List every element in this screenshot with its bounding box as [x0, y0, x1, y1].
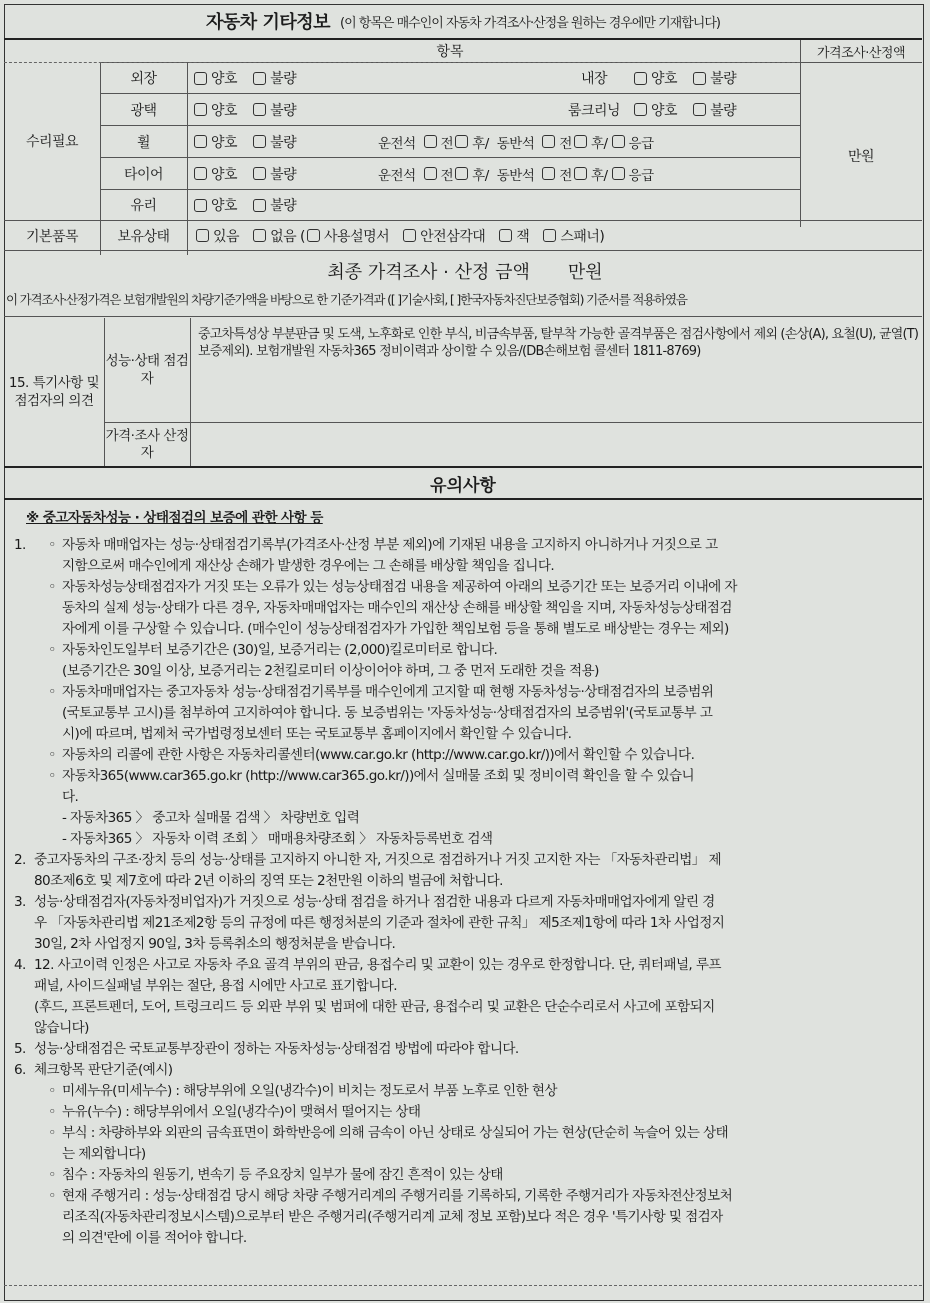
rear-label: 후/ [472, 167, 489, 184]
checkbox[interactable] [424, 167, 437, 180]
item-number: 3. [14, 894, 26, 910]
price-assessor-label: 가격·조사 산정자 [105, 427, 189, 461]
checkbox[interactable] [634, 103, 647, 116]
item-number: 1. [14, 537, 26, 553]
exterior-label: 외장 [130, 71, 157, 87]
glass-good-option[interactable] [192, 195, 237, 215]
bullet-icon: ◦ [48, 1125, 56, 1141]
front-label: 전 [559, 167, 572, 184]
option-label: 양호 [211, 134, 238, 151]
title-bar [4, 4, 922, 40]
notice-item-6 [14, 1060, 914, 1249]
item-column-header: 항목 [100, 40, 801, 63]
notice-body [14, 508, 914, 1249]
notice-line: 리조직(자동차관리정보시스템)으로부터 받은 주행거리(주행거리계 교체 정보 포함)보다 적은 경우 '특기사항 및 점검자 [62, 1209, 723, 1225]
checkbox[interactable] [612, 135, 625, 148]
section-title: 자동차 기타정보 [206, 12, 331, 33]
notice-line: 시)에 따르며, 법제처 국가법령정보센터 또는 국토교통부 홈페이지에서 확인할 수 있습니다. [62, 726, 572, 742]
option-label: 없음 ( [270, 228, 306, 245]
notice-item-1 [14, 535, 914, 850]
checkbox[interactable] [542, 135, 555, 148]
notice-line: 80조제6호 및 제7호에 따라 2년 이하의 징역 또는 2천만원 이하의 벌금에 처합니다. [34, 873, 503, 889]
checkbox[interactable] [612, 167, 625, 180]
checkbox[interactable] [574, 135, 587, 148]
exterior-good-option[interactable] [192, 68, 237, 88]
notice-line: 자동차매매업자는 중고자동차 성능·상태점검기록부를 매수인에게 고지할 때 현행 자동차성능·상태점검자의 보증범위 [62, 684, 714, 700]
rear-label: 후/ [590, 167, 608, 184]
performance-inspector-note: 중고차특성상 부분판금 및 도색, 노후화로 인한 부식, 비금속부품, 탈부착 가능한 골격부품은 점검사항에서 제외 (손상(A), 요철(U), 균열(T) 보증제외). 보험개발원 자동차365 정비이력과 상이할 수 있음/(DB손해보험 콜센터 1811-8769) [198, 327, 919, 359]
notice-item-3 [14, 892, 914, 955]
notice-line: 자동차 매매업자는 성능·상태점검기록부(가격조사·산정 부분 제외)에 기재된 내용을 고지하지 아니하거나 거짓으로 고 [62, 537, 718, 553]
bullet-icon: ◦ [48, 579, 56, 595]
driver-seat-label: 운전석 [378, 167, 416, 184]
notice-line: 우 「자동차관리법 제21조제2항 등의 규정에 따른 행정처분의 기준과 절차에 관한 규칙」 제5조제1항에 따라 1차 사업정지 [34, 915, 725, 931]
grid-line [104, 422, 922, 423]
driver-seat-label: 운전석 [378, 135, 416, 152]
bullet-icon: ◦ [48, 537, 56, 553]
bullet-icon: ◦ [48, 768, 56, 784]
notice-item-5 [14, 1039, 914, 1060]
notice-line: 중고자동차의 구조·장치 등의 성능·상태를 고지하지 아니한 자, 거짓으로 점검하거나 거짓 고지한 자는 「자동차관리법」 제 [34, 852, 722, 868]
room-cleaning-label: 룸크리닝 [567, 102, 621, 119]
price-column-header: 가격조사·산정액 [800, 40, 922, 63]
option-label: 불량 [270, 166, 297, 183]
price-unit: 만원 [847, 149, 875, 165]
final-price-unit: 만원 [567, 262, 603, 283]
notice-item-2 [14, 850, 914, 892]
bullet-icon: ◦ [48, 747, 56, 763]
checkbox[interactable] [693, 72, 706, 85]
notice-sub-line: - 자동차365 〉 자동차 이력 조회 〉 매매용차량조회 〉 자동차등록번호 검색 [62, 831, 493, 847]
option-label: 불량 [270, 198, 297, 214]
option-label: 불량 [270, 102, 297, 119]
checkbox[interactable] [634, 72, 647, 85]
wheel-bad-option[interactable] [251, 132, 296, 152]
passenger-seat-label: 동반석 [496, 135, 535, 152]
notice-line: (국토교통부 고시)를 첨부하여 고지하여야 합니다. 동 보증범위는 '자동차성능·상태점검자의 보증범위'(국토교통부 고 [62, 705, 713, 721]
option-label: 불량 [710, 102, 737, 119]
option-label: 잭 [516, 228, 530, 245]
option-label: 양호 [211, 198, 238, 214]
final-price-row [0, 257, 930, 285]
tire-position-options [378, 158, 798, 189]
checkbox[interactable] [253, 199, 266, 212]
gloss-bad-option[interactable] [251, 100, 296, 120]
price-disclaimer: 이 가격조사·산정가격은 보험개발원의 차량기준가액을 바탕으로 한 기준가격과 ([ ]기술사회, [ ]한국자동차진단보증협회) 기준서를 적용하였음 [6, 292, 687, 307]
notice-line: 않습니다) [34, 1020, 89, 1036]
option-label: 양호 [211, 102, 238, 119]
item-number: 4. [14, 957, 26, 973]
checkbox[interactable] [455, 135, 468, 148]
bullet-icon: ◦ [48, 1083, 56, 1099]
option-label: 불량 [710, 71, 737, 87]
checkbox[interactable] [194, 103, 207, 116]
notice-line: 자에게 이를 구상할 수 있습니다. (매수인이 성능상태점검자가 가입한 책임보험 등을 통해 별도로 배상받는 경우는 제외) [62, 621, 729, 637]
option-label: 양호 [651, 71, 678, 87]
bullet-icon: ◦ [48, 1104, 56, 1120]
wheel-label: 휠 [136, 134, 151, 151]
notice-line: 다. [62, 789, 79, 805]
exterior-bad-option[interactable] [251, 68, 296, 88]
checkbox[interactable] [194, 72, 207, 85]
front-label: 전 [559, 135, 572, 152]
notice-line: 지함으로써 매수인에게 재산상 손해가 발생한 경우에는 그 손해를 배상할 책임을 집니다. [62, 558, 555, 574]
tire-label: 타이어 [123, 166, 164, 183]
option-label: 사용설명서 [324, 228, 390, 245]
checkbox[interactable] [253, 229, 266, 242]
glass-bad-option[interactable] [251, 195, 296, 215]
checkbox[interactable] [542, 167, 555, 180]
repair-category-label: 수리필요 [25, 134, 79, 150]
gloss-options [192, 94, 382, 125]
bottom-dashed-border [4, 1285, 922, 1286]
option-label: 양호 [651, 102, 678, 119]
basic-items-category: 기본품목 [25, 228, 79, 245]
checkbox[interactable] [543, 229, 556, 242]
item-number: 6. [14, 1062, 26, 1078]
room-cleaning-options [632, 94, 798, 125]
checkbox[interactable] [499, 229, 512, 242]
notice-heading: ※ 중고자동차성능 · 상태점검의 보증에 관한 사항 등 [26, 510, 323, 526]
notice-sub-line: - 자동차365 〉 중고차 실매물 검색 〉 차량번호 입력 [62, 810, 360, 826]
gloss-label: 광택 [130, 102, 157, 119]
possession-label: 보유상태 [117, 228, 170, 245]
exterior-options [192, 63, 382, 93]
basic-items-options [194, 221, 794, 250]
notice-line: 미세누유(미세누수) : 해당부위에 오일(냉각수)이 비치는 정도로서 부품 노후로 인한 현상 [62, 1083, 557, 1099]
rear-label: 후/ [472, 135, 489, 152]
notice-line: (보증기간은 30일 이상, 보증거리는 2천킬로미터 이상이어야 하며, 그 중 먼저 도래한 것을 적용) [62, 663, 599, 679]
checkbox[interactable] [424, 135, 437, 148]
notice-line: (후드, 프론트펜더, 도어, 트렁크리드 등 외판 부위 및 범퍼에 대한 판금, 용접수리 및 교환은 단순수리로서 사고에 포함되지 [34, 999, 715, 1015]
wheel-good-option[interactable] [192, 132, 237, 152]
option-label: 양호 [211, 166, 238, 183]
option-label: 불량 [270, 71, 297, 87]
notice-line: 자동차인도일부터 보증기간은 (30)일, 보증거리는 (2,000)킬로미터로 합니다. [62, 642, 498, 658]
checkbox[interactable] [194, 199, 207, 212]
rear-label: 후/ [590, 135, 608, 152]
grid-line [4, 250, 922, 251]
wheel-options [192, 126, 372, 157]
notice-title: 유의사항 [4, 466, 922, 500]
item-number: 5. [14, 1041, 26, 1057]
option-label: 있음 [213, 228, 240, 245]
checkbox[interactable] [194, 135, 207, 148]
notice-line: 의 의견'란에 이를 적어야 합니다. [62, 1230, 247, 1246]
tire-bad-option[interactable] [251, 164, 296, 184]
grid-line [187, 62, 188, 255]
option-label: 안전삼각대 [420, 228, 486, 245]
checkbox[interactable] [253, 103, 266, 116]
notice-line: 동차의 실제 성능·상태가 다른 경우, 자동차매매업자는 매수인의 재산상 손해를 배상할 책임을 지며, 자동차성능상태점검 [62, 600, 732, 616]
notice-line: 는 제외합니다) [62, 1146, 146, 1162]
interior-options [632, 63, 798, 93]
notice-line: 30일, 2차 사업정지 90일, 3차 등록취소의 행정처분을 받습니다. [34, 936, 396, 952]
checkbox[interactable] [253, 167, 266, 180]
interior-good-option[interactable] [632, 68, 677, 88]
notice-line: 자동차의 리콜에 관한 사항은 자동차리콜센터(www.car.go.kr (http://www.car.go.kr/))에서 확인할 수 있습니다. [62, 747, 695, 763]
grid-line [4, 316, 922, 317]
performance-inspector-label: 성능·상태 점검자 [105, 353, 189, 387]
notice-line: 자동차성능상태점검자가 거짓 또는 오류가 있는 성능상태점검 내용을 제공하여 아래의 보증기간 또는 보증거리 이내에 자 [62, 579, 737, 595]
notice-line: 부식 : 차량하부와 외판의 금속표면이 화학반응에 의해 금속이 아닌 상태로 상실되어 가는 현상(단순히 녹슬어 있는 상태 [62, 1125, 729, 1141]
notice-line: 침수 : 자동차의 원동기, 변속기 등 주요장치 일부가 물에 잠긴 흔적이 있는 상태 [62, 1167, 503, 1183]
checkbox[interactable] [194, 167, 207, 180]
special-notes-category: 15. 특기사항 및 점검자의 의견 [8, 375, 100, 409]
interior-label: 내장 [580, 71, 608, 87]
bullet-icon: ◦ [48, 1188, 56, 1204]
grid-line [190, 318, 191, 466]
notice-line: 체크항목 판단기준(예시) [34, 1062, 173, 1078]
option-label: 불량 [270, 134, 297, 151]
passenger-seat-label: 동반석 [496, 167, 535, 184]
option-label: 양호 [211, 71, 238, 87]
gloss-good-option[interactable] [192, 100, 237, 120]
notice-line: 누유(누수) : 해당부위에서 오일(냉각수)이 맺혀서 떨어지는 상태 [62, 1104, 421, 1120]
front-label: 전 [440, 167, 454, 184]
tire-good-option[interactable] [192, 164, 237, 184]
checkbox[interactable] [196, 229, 209, 242]
notice-line: 패널, 사이드실패널 부위는 절단, 용접 시에만 사고로 표기합니다. [34, 978, 398, 994]
checkbox[interactable] [253, 72, 266, 85]
option-label: 스패너) [560, 228, 605, 245]
checkbox[interactable] [403, 229, 416, 242]
glass-options [192, 190, 382, 220]
checkbox[interactable] [253, 135, 266, 148]
interior-bad-option[interactable] [691, 68, 736, 88]
front-label: 전 [440, 135, 454, 152]
section-subtitle: (이 항목은 매수인이 자동차 가격조사·산정을 원하는 경우에만 기재합니다) [340, 15, 720, 31]
item-number: 2. [14, 852, 26, 868]
bullet-icon: ◦ [48, 684, 56, 700]
notice-line: 성능·상태점검자(자동차정비업자)가 거짓으로 성능·상태 점검을 하거나 점검한 내용과 다르게 자동차매매업자에게 알린 경 [34, 894, 715, 910]
checkbox[interactable] [307, 229, 320, 242]
wheel-position-options [378, 126, 798, 157]
bullet-icon: ◦ [48, 1167, 56, 1183]
notice-line: 자동차365(www.car365.go.kr (http://www.car365.go.kr/))에서 실매물 조회 및 정비이력 확인을 할 수 있습니 [62, 768, 695, 784]
tire-options [192, 158, 372, 189]
checkbox[interactable] [693, 103, 706, 116]
checkbox[interactable] [574, 167, 587, 180]
notice-line: 현재 주행거리 : 성능·상태점검 당시 해당 차량 주행거리계의 주행거리를 기록하되, 기록한 주행거리가 자동차전산정보처 [62, 1188, 733, 1204]
emergency-label: 응급 [628, 167, 654, 184]
checkbox[interactable] [455, 167, 468, 180]
glass-label: 유리 [130, 198, 157, 214]
notice-item-4 [14, 955, 914, 1039]
bullet-icon: ◦ [48, 642, 56, 658]
emergency-label: 응급 [628, 135, 654, 152]
room-cleaning-bad-option[interactable] [691, 100, 736, 120]
notice-line: 성능·상태점검은 국토교통부장관이 정하는 자동차성능·상태점검 방법에 따라야 합니다. [34, 1041, 519, 1057]
notice-line: 12. 사고이력 인정은 사고로 자동차 주요 골격 부위의 판금, 용접수리 및 교환이 있는 경우로 한정합니다. 단, 쿼터패널, 루프 [34, 957, 721, 973]
final-price-label: 최종 가격조사 · 산정 금액 [327, 262, 530, 283]
room-cleaning-good-option[interactable] [632, 100, 677, 120]
